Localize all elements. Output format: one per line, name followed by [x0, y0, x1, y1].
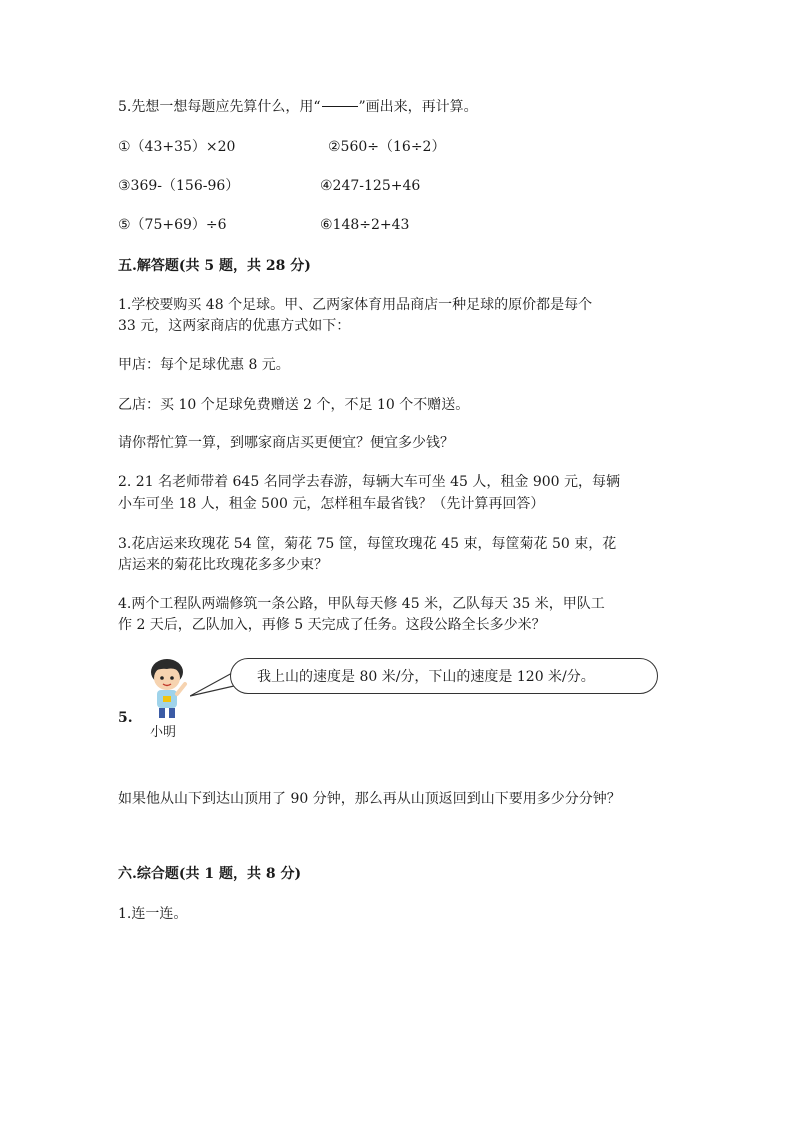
q1-yi: 乙店：买 10 个足球免费赠送 2 个，不足 10 个不赠送。 — [118, 397, 470, 413]
underline-blank — [322, 106, 358, 107]
q5-ask: 如果他从山下到达山顶用了 90 分钟，那么再从山顶返回到山下要用多少分分钟？ — [118, 791, 621, 807]
section5-heading: 五.解答题(共 5 题，共 28 分) — [118, 258, 311, 274]
q1-line2: 33 元，这两家商店的优惠方式如下： — [118, 318, 351, 334]
expr-2: ②560÷（16÷2） — [328, 139, 446, 155]
q1-jia: 甲店：每个足球优惠 8 元。 — [118, 357, 290, 373]
q1-ask: 请你帮忙算一算，到哪家商店买更便宜？便宜多少钱？ — [118, 435, 454, 451]
q5-prev-title: 5.先想一想每题应先算什么，用“ ”画出来，再计算。 — [118, 99, 478, 115]
q5-prev-row-3 — [118, 215, 410, 235]
q3-line1: 3.花店运来玫瑰花 54 筐，菊花 75 筐，每筐玫瑰花 45 束，每筐菊花 50 束，花 — [118, 536, 617, 552]
q5-prev-row-2 — [118, 176, 421, 196]
expr-1: ①（43+35）×20 — [118, 139, 236, 155]
bubble-tail-icon — [190, 668, 234, 698]
expr-5: ⑤（75+69）÷6 — [118, 217, 227, 233]
q2-line1: 2. 21 名老师带着 645 名同学去春游，每辆大车可坐 45 人，租金 900 元，每辆 — [118, 474, 621, 490]
q5-prev-row-1 — [118, 137, 446, 157]
q4-line2: 作 2 天后，乙队加入，再修 5 天完成了任务。这段公路全长多少米？ — [118, 617, 546, 633]
q1-line1: 1.学校要购买 48 个足球。甲、乙两家体育用品商店一种足球的原价都是每个 — [118, 297, 593, 313]
section6-q1: 1.连一连。 — [118, 906, 188, 922]
speech-bubble — [190, 658, 660, 700]
expr-4: ④247-125+46 — [320, 178, 421, 194]
q4-line1: 4.两个工程队两端修筑一条公路，甲队每天修 45 米，乙队每天 35 米，甲队工 — [118, 596, 605, 612]
boy-cartoon-icon — [145, 658, 191, 726]
q3-line2: 店运来的菊花比玫瑰花多多少束？ — [118, 557, 328, 573]
speech-text: 我上山的速度是 80 米/分，下山的速度是 120 米/分。 — [230, 658, 658, 694]
section6-heading: 六.综合题(共 1 题，共 8 分) — [118, 866, 302, 882]
expr-3: ③369-（156-96） — [118, 178, 240, 194]
character-name: 小明 — [150, 725, 177, 740]
q2-line2: 小车可坐 18 人，租金 500 元，怎样租车最省钱？（先计算再回答） — [118, 496, 545, 512]
expr-6: ⑥148÷2+43 — [320, 217, 410, 233]
q5-number: 5. — [118, 710, 133, 726]
